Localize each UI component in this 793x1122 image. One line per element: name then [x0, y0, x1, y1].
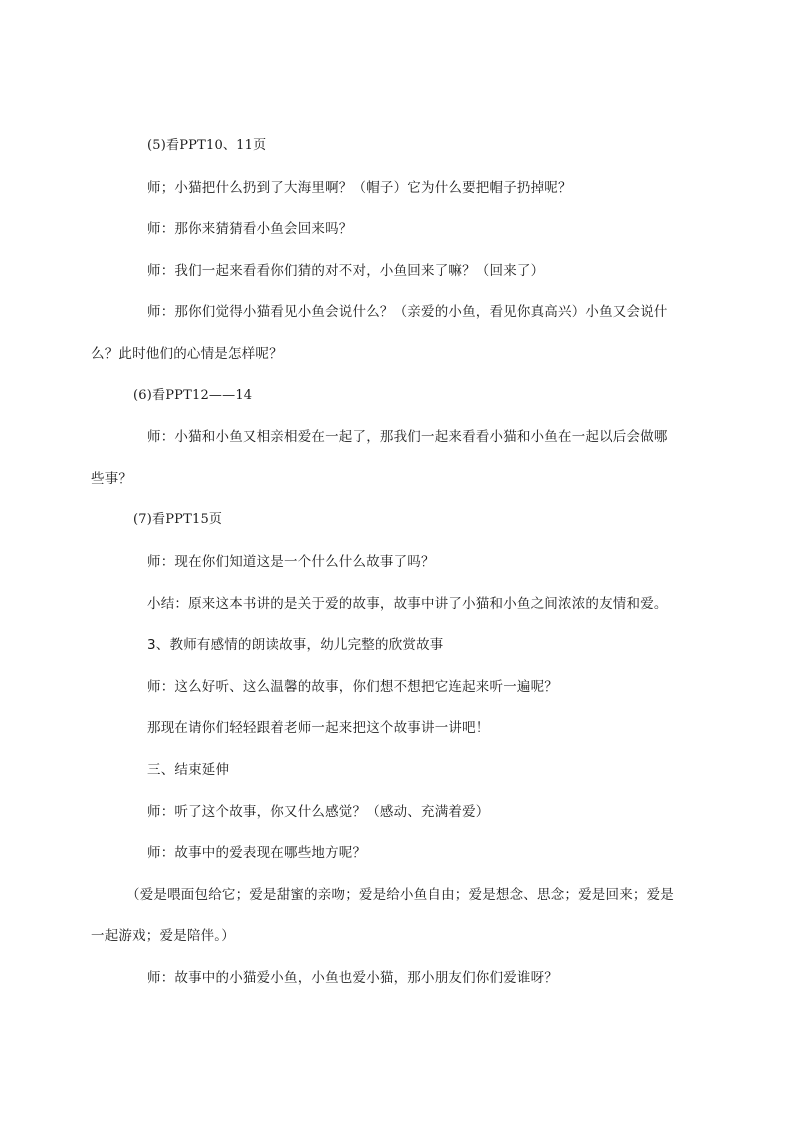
paragraph-line: 师：小猫和小鱼又相亲相爱在一起了，那我们一起来看看小猫和小鱼在一起以后会做哪	[147, 429, 668, 445]
paragraph-line: 师：这么好听、这么温馨的故事，你们想不想把它连起来听一遍呢？	[147, 679, 558, 695]
section-heading-ppt-10-11: (5)看PPT10、11页	[147, 138, 267, 153]
paragraph-line-continuation: 一起游戏；爱是陪伴。）	[91, 928, 235, 944]
section-heading-part-3: 三、结束延伸	[147, 762, 230, 778]
paragraph-line: 师：听了这个故事，你又什么感觉？（感动、充满着爱）	[147, 804, 490, 820]
paragraph-line-continuation: 么？此时他们的心情是怎样呢？	[91, 346, 283, 362]
summary-line: 小结：原来这本书讲的是关于爱的故事，故事中讲了小猫和小鱼之间浓浓的友情和爱。	[147, 596, 668, 612]
paragraph-line: 师：故事中的小猫爱小鱼，小鱼也爱小猫，那小朋友们你们爱谁呀？	[147, 970, 558, 986]
paragraph-line: 师：我们一起来看看你们猜的对不对，小鱼回来了嘛？（回来了）	[147, 263, 545, 279]
paragraph-line: （爱是喂面包给它；爱是甜蜜的亲吻；爱是给小鱼自由；爱是想念、思念；爱是回来；爱是	[126, 887, 674, 903]
paragraph-line: 师：那你来猜猜看小鱼会回来吗？	[147, 221, 353, 237]
paragraph-line: 师；小猫把什么扔到了大海里啊？（帽子）它为什么要把帽子扔掉呢？	[147, 180, 572, 196]
section-heading-step-3: 3、教师有感情的朗读故事，幼儿完整的欣赏故事	[147, 637, 444, 653]
paragraph-line-continuation: 些事？	[91, 471, 133, 487]
section-heading-ppt-15: (7)看PPT15页	[133, 512, 223, 527]
section-heading-ppt-12-14: (6)看PPT12——14	[133, 388, 253, 403]
paragraph-line: 师：现在你们知道这是一个什么什么故事了吗？	[147, 554, 435, 570]
paragraph-line: 师：那你们觉得小猫看见小鱼会说什么？（亲爱的小鱼，看见你真高兴）小鱼又会说什	[147, 304, 668, 320]
paragraph-line: 那现在请你们轻轻跟着老师一起来把这个故事讲一讲吧！	[147, 720, 490, 736]
paragraph-line: 师：故事中的爱表现在哪些地方呢？	[147, 845, 367, 861]
